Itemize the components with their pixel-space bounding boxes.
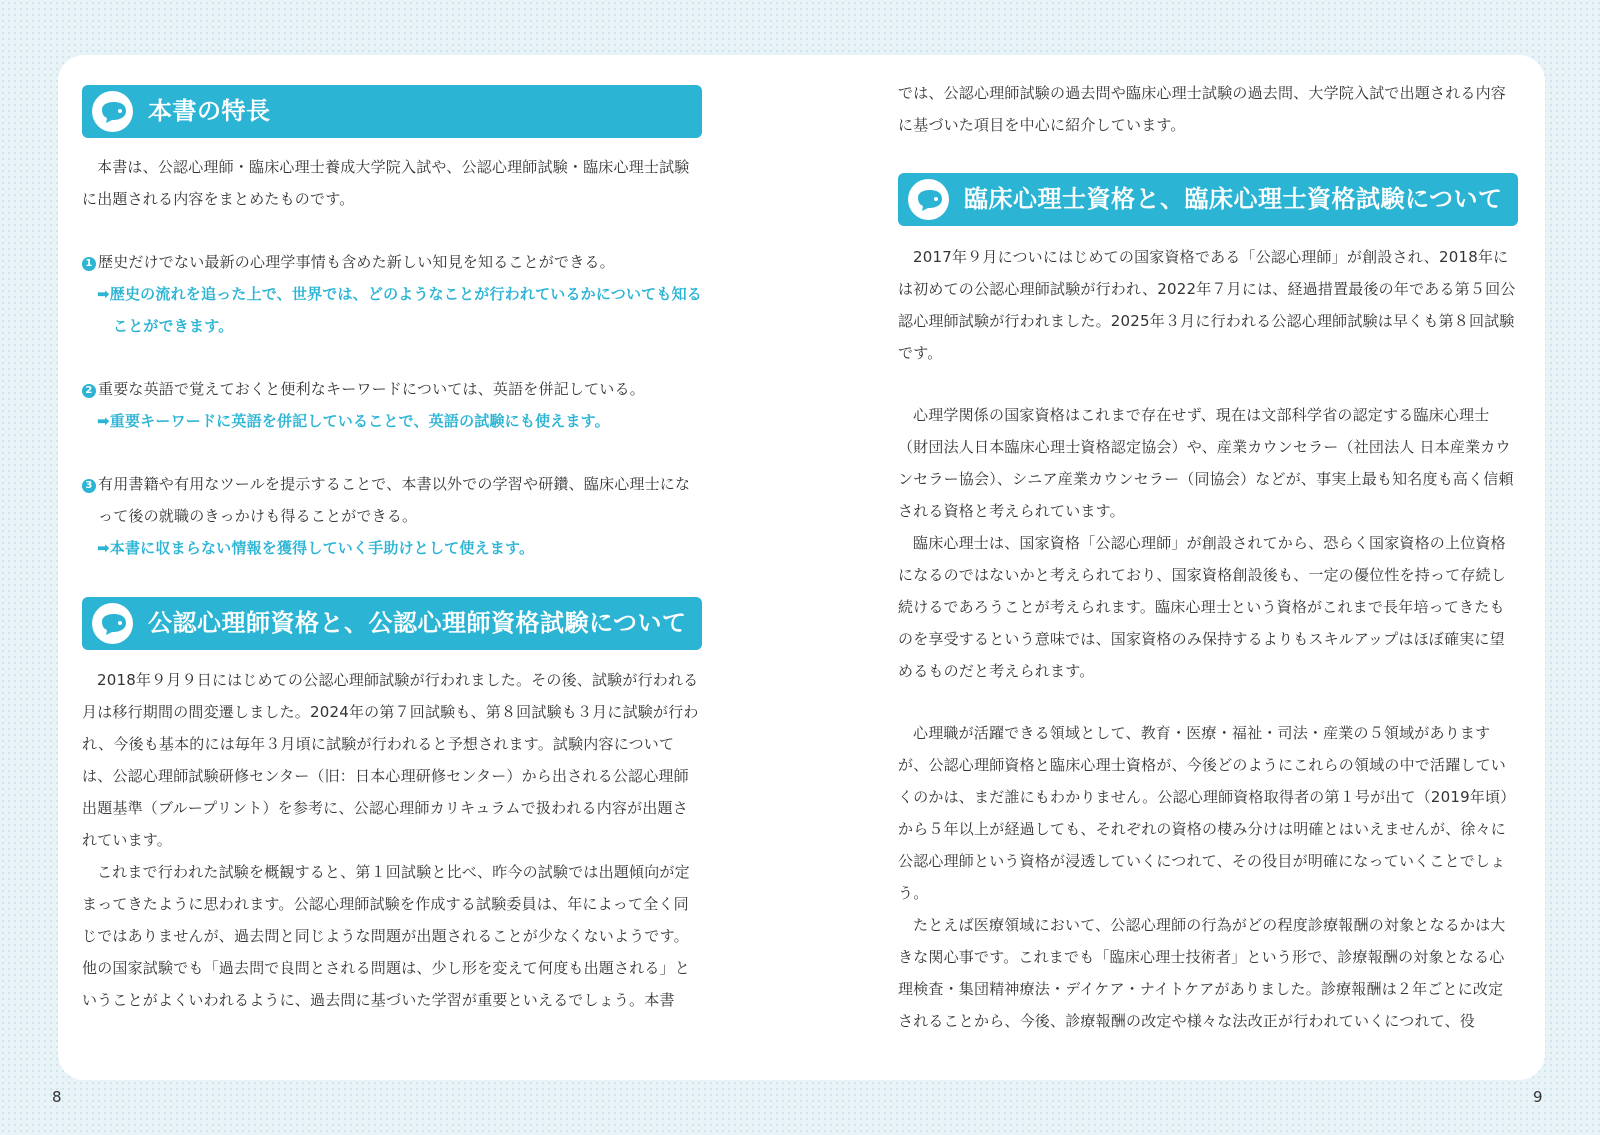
rinsho-title: 臨床心理士資格と、臨床心理士資格試験について	[964, 185, 1503, 213]
feature-item-3	[82, 468, 702, 564]
page-number-left: 8	[52, 1088, 62, 1106]
rinsho-paragraph-2: 心理学関係の国家資格はこれまで存在せず、現在は文部科学省の認定する臨床心理士（財団法人日本臨床心理士資格認定協会）や、産業カウンセラー（社団法人 日本産業カウンセラー協会）、シニア産業カウンセラー（同協会）などが、事実上最も知名度も高く信頼される資格と考えられています。	[898, 406, 1514, 520]
rinsho-paragraph-4: 心理職が活躍できる領域として、教育・医療・福祉・司法・産業の５領域がありますが、公認心理師資格と臨床心理士資格が、今後どのようにこれらの領域の中で活躍していくのかは、まだ誰にもわかりません。公認心理師資格取得者の第１号が出て（2019年頃）から５年以上が経過しても、それぞれの資格の棲み分けは明確とはいえませんが、徐々に公認心理師という資格が浸透していくにつれて、その役目が明確になっていくことでしょう。	[898, 724, 1516, 902]
feature-item-2	[82, 373, 702, 437]
koushin-paragraph-1: 2018年９月９日にはじめての公認心理師試験が行われました。その後、試験が行われる月は移行期間の間変遷しました。2024年の第７回試験も、第８回試験も３月に試験が行われ、今後も基本的には毎年３月頃に試験が行われると予想されます。試験内容については、公認心理師試験研修センター（旧：日本心理研修センター）から出される公認心理師出題基準（ブループリント）を参考に、公認心理師カリキュラムで扱われる内容が出題されています。	[82, 671, 699, 849]
number-badge: 2	[82, 384, 96, 398]
rinsho-paragraph-3: 臨床心理士は、国家資格「公認心理師」が創設されてから、恐らく国家資格の上位資格になるのではないかと考えられており、国家資格創設後も、一定の優位性を持って存続し続けるであろうことが考えられます。臨床心理士という資格がこれまで長年培ってきたものを享受するという意味では、国家資格のみ保持するよりもスキルアップはほぼ確実に望めるものだと考えられます。	[898, 534, 1507, 680]
koushin-title: 公認心理師資格と、公認心理師資格試験について	[148, 609, 687, 637]
heading-badge	[908, 179, 949, 220]
feature-item-1	[82, 246, 702, 342]
rinsho-paragraph-4-block	[898, 717, 1518, 1037]
intro-text: 本書は、公認心理師・臨床心理士養成大学院入試や、公認心理師試験・臨床心理士試験に出題される内容をまとめたものです。	[82, 158, 690, 208]
speech-bubble-icon	[98, 100, 128, 124]
rinsho-paragraph-1-block	[898, 241, 1518, 369]
page-number-right: 9	[1533, 1088, 1543, 1106]
koushin-paragraph-2: これまで行われた試験を概観すると、第１回試験と比べ、昨今の試験では出題傾向が定まってきたように思われます。公認心理師試験を作成する試験委員は、年によって全く同じではありませんが、過去問と同じような問題が出題されることが少なくないようです。	[82, 863, 690, 945]
feature-highlight: ➡歴史の流れを追った上で、世界では、どのようなことが行われているかについても知ることができます。	[97, 285, 702, 335]
rinsho-paragraph-2-block	[898, 399, 1518, 687]
feature-highlight: ➡重要キーワードに英語を併記していることで、英語の試験にも使えます。	[97, 412, 610, 430]
features-intro	[82, 151, 702, 215]
rinsho-paragraph-5: たとえば医療領域において、公認心理師の行為がどの程度診療報酬の対象となるかは大きな関心事です。これまでも「臨床心理士技術者」という形で、診療報酬の対象となる心理検査・集団精神療法・デイケア・ナイトケアがありました。診療報酬は２年ごとに改定されることから、今後、診療報酬の改定や様々な法改正が行われていくにつれて、役	[898, 916, 1506, 1030]
heading-badge	[92, 91, 133, 132]
feature-text: 歴史だけでない最新の心理学事情も含めた新しい知見を知ることができる。	[98, 253, 615, 271]
heading-badge	[92, 603, 133, 644]
features-heading	[82, 85, 702, 138]
speech-bubble-icon	[914, 188, 944, 212]
number-badge: 3	[82, 479, 96, 493]
koushin-body	[82, 664, 702, 1016]
rinsho-paragraph-1: 2017年９月についにはじめての国家資格である「公認心理師」が創設され、2018年には初めての公認心理師試験が行われ、2022年７月には、経過措置最後の年である第５回公認心理師試験が行われました。2025年３月に行われる公認心理師試験は早くも第８回試験です。	[898, 248, 1516, 362]
feature-text: 重要な英語で覚えておくと便利なキーワードについては、英語を併記している。	[98, 380, 645, 398]
features-title: 本書の特長	[148, 97, 271, 125]
koushin-paragraph-3: 他の国家試験でも「過去問で良問とされる問題は、少し形を変えて何度も出題される」ということがよくいわれるように、過去問に基づいた学習が重要といえるでしょう。本書	[82, 959, 691, 1009]
feature-highlight: ➡本書に収まらない情報を獲得していく手助けとして使えます。	[97, 539, 535, 557]
koushin-heading	[82, 597, 702, 650]
continuation-block	[898, 77, 1518, 141]
speech-bubble-icon	[98, 612, 128, 636]
rinsho-heading	[898, 173, 1518, 226]
continuation-text: では、公認心理師試験の過去問や臨床心理士試験の過去問、大学院入試で出題される内容に基づいた項目を中心に紹介しています。	[898, 84, 1507, 134]
number-badge: 1	[82, 257, 96, 271]
feature-text: 有用書籍や有用なツールを提示することで、本書以外での学習や研鑽、臨床心理士になって後の就職のきっかけも得ることができる。	[98, 475, 691, 525]
